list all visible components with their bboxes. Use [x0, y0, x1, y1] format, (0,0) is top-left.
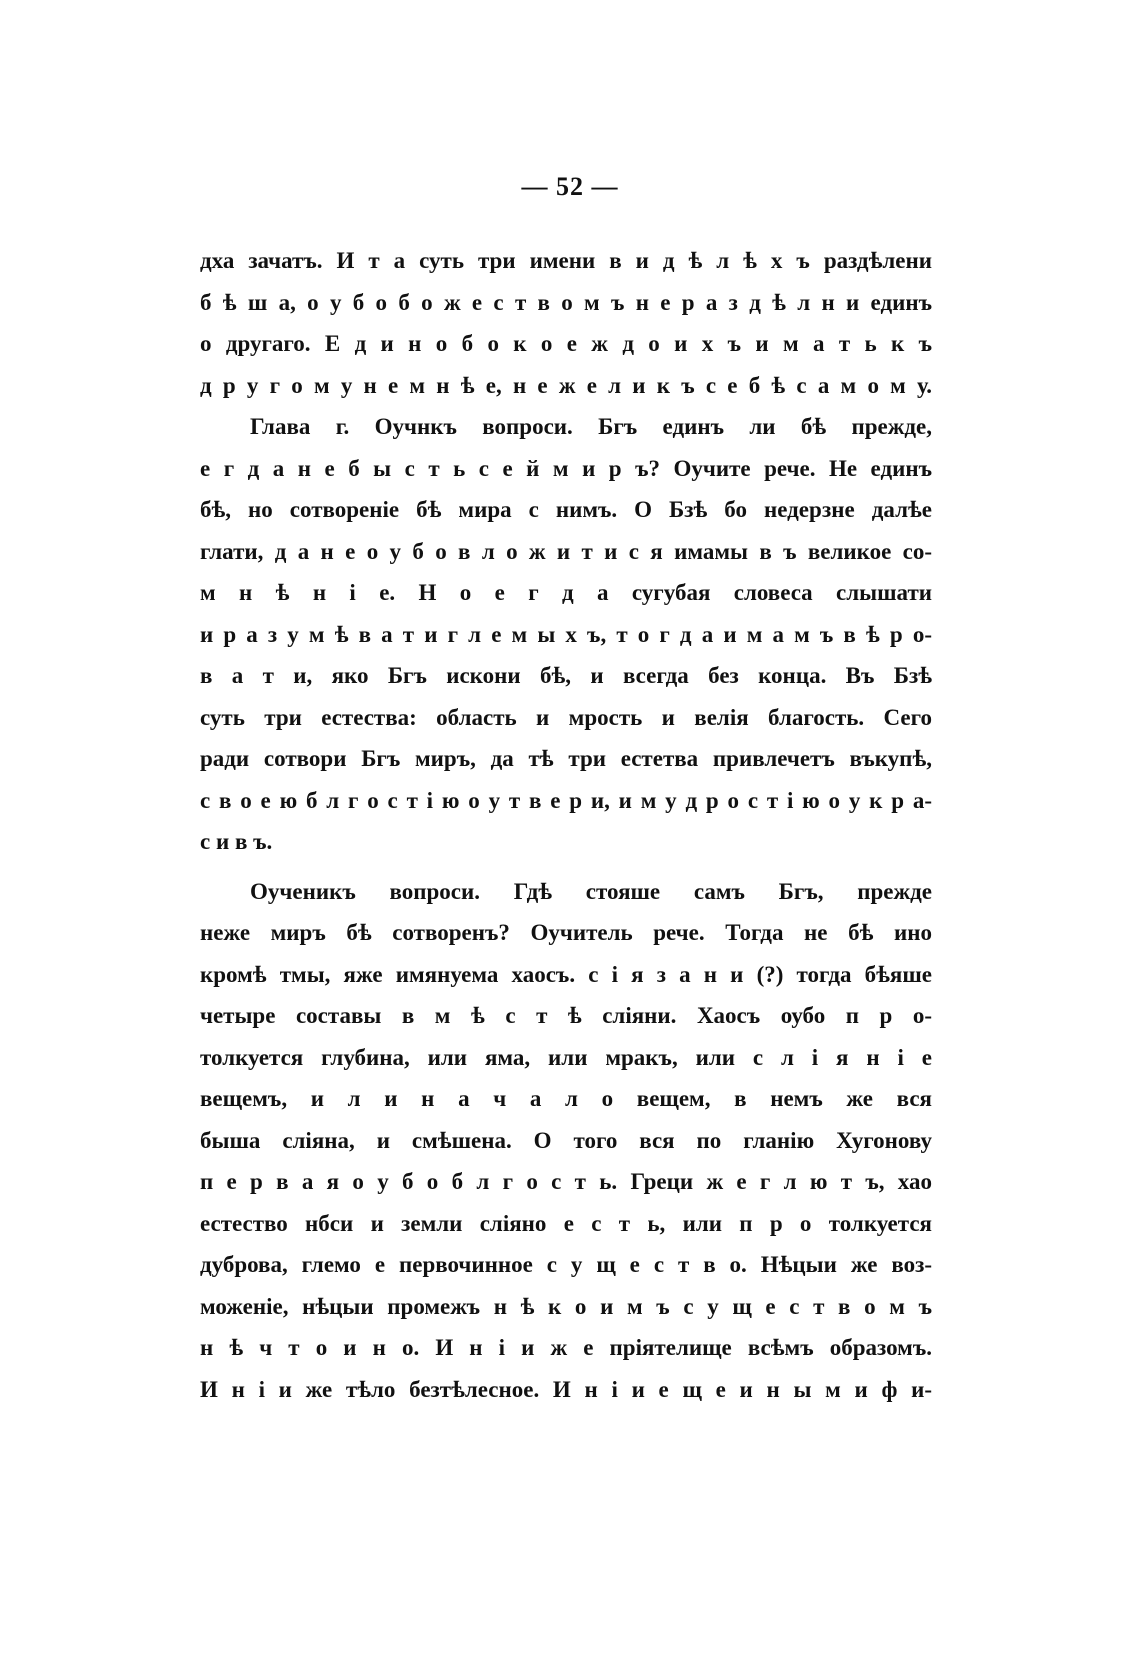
text-line: суть три естества: область и мрость и велія благость. Сего [200, 704, 932, 730]
text-line: глати, д а н е о у б о в л о ж и т и с я имамы в ъ великое со- [200, 538, 932, 564]
paragraph [200, 240, 932, 406]
text-line: о другаго. Е д и н о б о к о е ж д о и х ъ и м а т ь к ъ [200, 331, 932, 356]
text-line: И н і и же тѣло безтѣлесное. И н і и е щ е и н ы м и ф и- [200, 1376, 932, 1402]
text-line: м н ѣ н і е. Н о е г д а сугубая словеса слышати [200, 580, 932, 605]
text-line: е г д а н е б ы с т ь с е й м и р ъ? Оучите рече. Не единъ [200, 455, 932, 481]
text-line: д р у г о м у н е м н ѣ е, н е ж е л и к ъ с е б ѣ с а м о м у. [200, 372, 932, 398]
text-line: н ѣ ч т о и н о. И н і и ж е пріятелище всѣмъ образомъ. [200, 1335, 932, 1360]
text-line: дха зачатъ. И т а суть три имени в и д ѣ л ѣ х ъ раздѣлени [200, 248, 932, 273]
paragraph-gap [200, 863, 932, 871]
body-text [200, 240, 932, 1410]
text-line: и р а з у м ѣ в а т и г л е м ы х ъ, т о г д а и м а м ъ в ѣ р о- [200, 621, 932, 647]
text-line: ради сотвори Бгъ миръ, да тѣ три естетва привлечетъ въкупѣ, [200, 746, 932, 771]
text-line: б ѣ ш а, о у б о б о ж е с т в о м ъ н е р а з д ѣ л н и единъ [200, 289, 932, 315]
text-line: вещемъ, и л и н а ч а л о вещем, в немъ же вся [200, 1086, 932, 1111]
text-line: неже миръ бѣ сотворенъ? Оучитель рече. Тогда не бѣ ино [200, 920, 932, 945]
text-line: быша сліяна, и смѣшена. О того вся по гланію Хугонову [200, 1127, 932, 1153]
text-line: моженіе, нѣцыи промежъ н ѣ к о и м ъ с у щ е с т в о м ъ [200, 1293, 932, 1319]
text-line: толкуется глубина, или яма, или мракъ, или с л і я н і е [200, 1044, 932, 1070]
text-line: Глава г. Оучнкъ вопроси. Бгъ единъ ли бѣ прежде, [250, 414, 932, 439]
text-line: п е р в а я о у б о б л г о с т ь. Греци ж е г л ю т ъ, хао [200, 1169, 932, 1194]
paragraph [200, 406, 932, 863]
paragraph [200, 871, 932, 1411]
text-line: кромѣ тмы, яже имянуема хаосъ. с і я з а н и (?) тогда бѣяше [200, 961, 932, 987]
text-line: в а т и, яко Бгъ искони бѣ, и всегда без конца. Въ Бзѣ [200, 663, 932, 688]
text-line: дуброва, глемо е первочинное с у щ е с т в о. Нѣцыи же воз- [200, 1252, 932, 1277]
text-line: бѣ, но сотвореніе бѣ мира с нимъ. О Бзѣ бо недерзне далѣе [200, 497, 932, 522]
text-line: естество нбси и земли сліяно е с т ь, или п р о толкуется [200, 1210, 932, 1236]
text-line: с в о е ю б л г о с т і ю о у т в е р и, и м у д р о с т і ю о у к р а- [200, 787, 932, 813]
text-line: Оученикъ вопроси. Гдѣ стояше самъ Бгъ, прежде [250, 878, 932, 904]
text-line: с и в ъ. [200, 829, 273, 854]
text-line: четыре составы в м ѣ с т ѣ сліяни. Хаосъ оубо п р о- [200, 1003, 932, 1028]
page-number: — 52 — [521, 172, 619, 201]
